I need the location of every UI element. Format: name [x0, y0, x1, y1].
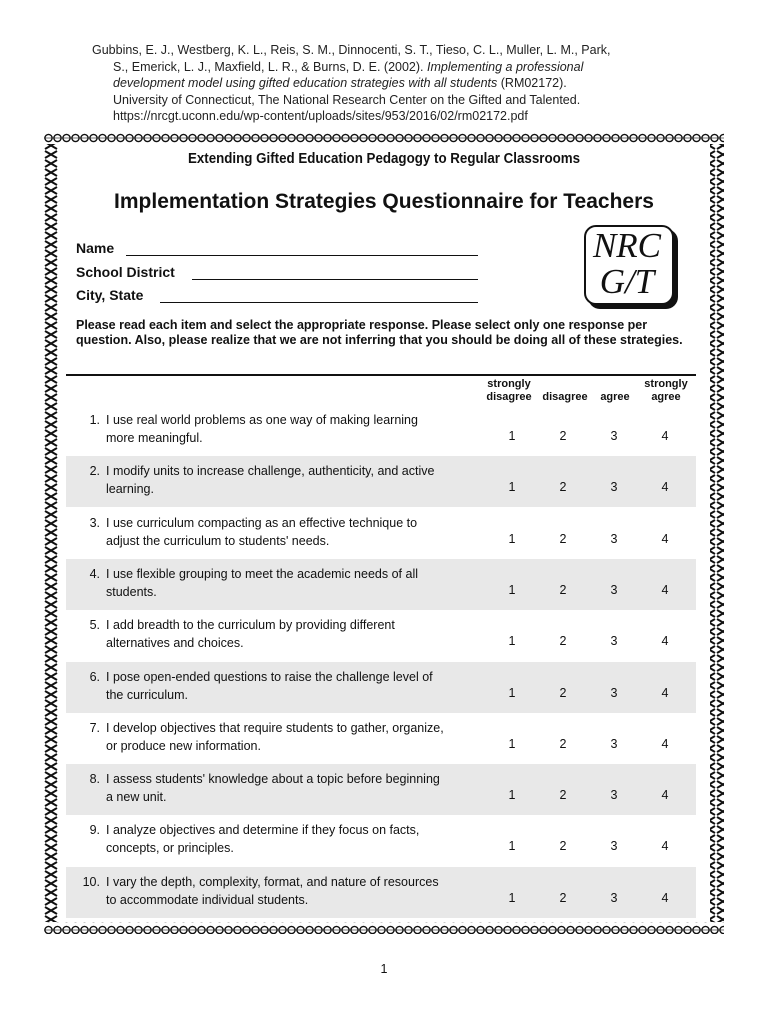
response-option-4[interactable]: 4: [661, 634, 669, 649]
response-option-2[interactable]: 2: [559, 582, 567, 597]
city-state-field[interactable]: [76, 287, 143, 303]
header-strongly-disagree: strongly disagree: [486, 378, 532, 403]
question-row: [66, 815, 696, 866]
name-field[interactable]: [76, 240, 114, 256]
question-row: [66, 662, 696, 713]
question-text: I develop objectives that require students to gather, organize, or produce new information.: [106, 720, 444, 753]
question-row: [66, 456, 696, 507]
response-option-3[interactable]: 3: [610, 582, 618, 597]
response-option-1[interactable]: 1: [508, 531, 516, 546]
response-option-1[interactable]: 1: [508, 685, 516, 700]
response-option-3[interactable]: 3: [610, 839, 618, 854]
citation: [92, 42, 692, 125]
response-option-1[interactable]: 1: [508, 736, 516, 751]
question-text: I use real world problems as one way of making learning more meaningful.: [106, 413, 418, 445]
header-agree: agree: [600, 391, 630, 403]
response-option-4[interactable]: 4: [661, 480, 669, 495]
logo-text-bottom: G/T: [599, 262, 655, 301]
question-number: 7.: [89, 720, 100, 735]
response-option-2[interactable]: 2: [559, 429, 567, 443]
page-number: 1: [380, 962, 388, 976]
form-subtitle: Extending Gifted Education Pedagogy to Regular Classrooms: [187, 151, 581, 167]
response-option-2[interactable]: 2: [559, 788, 567, 803]
form-title: Implementation Strategies Questionnaire for Teachers: [114, 190, 654, 213]
response-option-4[interactable]: 4: [661, 685, 669, 700]
response-option-3[interactable]: 3: [610, 480, 618, 495]
question-row: [66, 713, 696, 764]
city-state-blank-line[interactable]: [160, 302, 478, 303]
citation-line-4: University of Connecticut, The National Research Center on the Gifted and Talented.: [113, 92, 581, 107]
response-option-2[interactable]: 2: [559, 890, 567, 905]
nrcgt-logo: [584, 225, 676, 305]
question-number: 2.: [89, 464, 100, 479]
question-text: I assess students' knowledge about a topic before beginning a new unit.: [106, 772, 440, 805]
question-text: I use flexible grouping to meet the academic needs of all students.: [106, 566, 418, 599]
response-option-4[interactable]: 4: [661, 890, 669, 905]
question-number: 9.: [89, 823, 100, 838]
question-number: 3.: [89, 515, 100, 530]
response-option-2[interactable]: 2: [559, 634, 567, 649]
response-option-4[interactable]: 4: [661, 531, 669, 546]
response-option-4[interactable]: 4: [661, 788, 669, 803]
question-number: 4.: [89, 566, 100, 581]
question-row: [66, 610, 696, 661]
response-option-4[interactable]: 4: [661, 582, 669, 597]
question-number: 6.: [89, 669, 100, 684]
response-option-1[interactable]: 1: [508, 582, 516, 597]
name-blank-line[interactable]: [126, 255, 478, 256]
citation-line-2: S., Emerick, L. J., Maxfield, L. R., & Burns, D. E. (2002). Implementing a professional: [113, 59, 584, 74]
response-option-3[interactable]: 3: [610, 634, 618, 649]
question-row: [66, 867, 696, 918]
response-option-2[interactable]: 2: [559, 839, 567, 854]
response-option-3[interactable]: 3: [610, 429, 618, 443]
response-option-1[interactable]: 1: [508, 890, 516, 905]
response-option-4[interactable]: 4: [661, 429, 669, 443]
questionnaire-form: [66, 142, 702, 922]
district-blank-line[interactable]: [192, 279, 478, 280]
header-divider: [66, 374, 696, 376]
response-option-4[interactable]: 4: [661, 839, 669, 854]
question-text: I add breadth to the curriculum by providing different alternatives and choices.: [106, 618, 395, 651]
logo-text-top: NRC: [592, 226, 662, 265]
question-number: 10.: [82, 874, 100, 889]
response-option-1[interactable]: 1: [508, 634, 516, 649]
response-option-3[interactable]: 3: [610, 736, 618, 751]
response-option-1[interactable]: 1: [508, 788, 516, 803]
question-row: [66, 508, 696, 559]
question-text: I analyze objectives and determine if they focus on facts, concepts, or principles.: [106, 823, 420, 856]
response-option-1[interactable]: 1: [508, 839, 516, 854]
city-state-label: City, State: [76, 287, 144, 303]
response-option-2[interactable]: 2: [559, 480, 567, 495]
header-disagree: disagree: [542, 391, 588, 403]
question-row: [66, 559, 696, 610]
response-option-3[interactable]: 3: [610, 890, 618, 905]
question-number: 5.: [89, 618, 100, 633]
response-option-2[interactable]: 2: [559, 531, 567, 546]
district-label: School District: [76, 264, 175, 280]
question-text: I modify units to increase challenge, authenticity, and active learning.: [106, 464, 435, 497]
citation-line-3: development model using gifted education strategies with all students (RM02172).: [113, 76, 567, 90]
response-option-2[interactable]: 2: [559, 736, 567, 751]
header-strongly-agree: strongly agree: [644, 378, 688, 403]
citation-url[interactable]: https://nrcgt.uconn.edu/wp-content/uploads/sites/953/2016/02/rm02172.pdf: [113, 109, 528, 123]
response-option-3[interactable]: 3: [610, 531, 618, 546]
response-option-1[interactable]: 1: [508, 480, 516, 495]
response-option-4[interactable]: 4: [661, 736, 669, 751]
district-field[interactable]: [76, 264, 175, 280]
response-option-1[interactable]: 1: [508, 429, 516, 443]
citation-line-1: Gubbins, E. J., Westberg, K. L., Reis, S. M., Dinnocenti, S. T., Tieso, C. L., Muller, L. M., Park,: [92, 43, 611, 57]
response-option-3[interactable]: 3: [610, 685, 618, 700]
question-number: 1.: [89, 413, 100, 427]
question-number: 8.: [89, 772, 100, 787]
question-text: I vary the depth, complexity, format, and nature of resources to accommodate individual students.: [106, 874, 439, 907]
question-text: I use curriculum compacting as an effective technique to adjust the curriculum to students' needs.: [106, 515, 418, 548]
response-option-2[interactable]: 2: [559, 685, 567, 700]
instructions: Please read each item and select the appropriate response. Please select only one response per question. Also, please realize that we are not inferring that you should be doing all of these strategies.: [76, 318, 683, 347]
name-label: Name: [76, 240, 115, 256]
question-row: [66, 405, 696, 456]
response-option-3[interactable]: 3: [610, 788, 618, 803]
question-row: [66, 764, 696, 815]
question-text: I pose open-ended questions to raise the challenge level of the curriculum.: [106, 669, 433, 702]
